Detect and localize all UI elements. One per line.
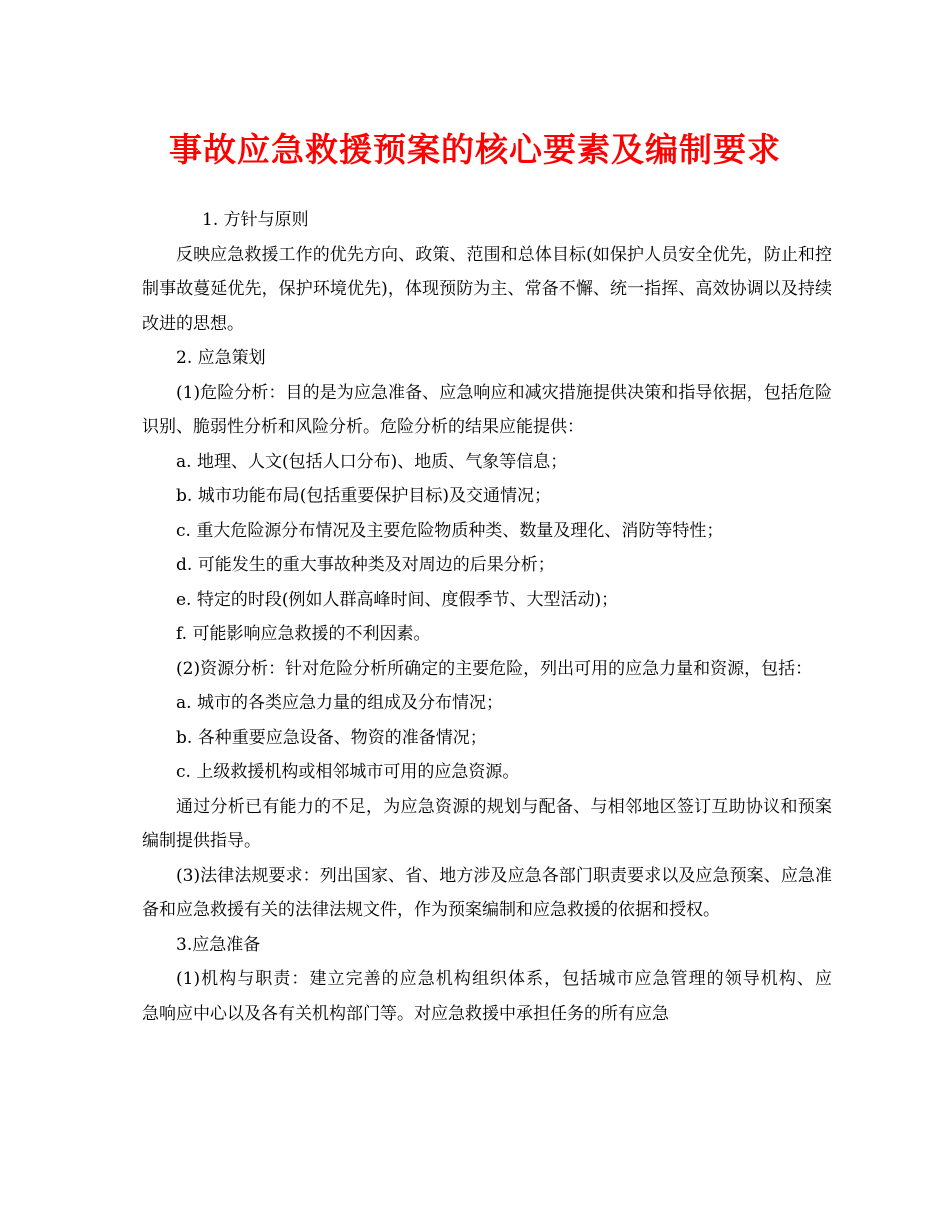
list-item: c. 上级救援机构或相邻城市可用的应急资源。 [176,762,520,782]
paragraph: (1)机构与职责：建立完善的应急机构组织体系，包括城市应急管理的领导机构、应 急响应中心以及各有关机构部门等。对应急救援中承担任务的所有应急 [142,969,866,1024]
paragraph: (1)危险分析：目的是为应急准备、应急响应和减灾措施提供决策和指导依据，包括危险识别、脆弱性分析和风险分析。危险分析的结果应能提供： [142,382,832,437]
paragraph: 反映应急救援工作的优先方向、政策、范围和总体目标(如保护人员安全优先，防止和控制事故蔓延优先，保护环境优先)，体现预防为主、常备不懈、统一指挥、高效协调以及持续改进的思想。 [142,244,832,334]
document-body [142,203,866,1031]
list-item: c. 重大危险源分布情况及主要危险物质种类、数量及理化、消防等特性； [176,520,724,541]
section-heading: 1. 方针与原则 [202,210,309,230]
paragraph: (3)法律法规要求：列出国家、省、地方涉及应急各部门职责要求以及应急预案、应急准备和应急救援有关的法律法规文件，作为预案编制和应急救援的依据和授权。 [142,865,832,920]
paragraph: 通过分析已有能力的不足，为应急资源的规划与配备、与相邻地区签订互助协议和预案编制提供指导。 [142,796,832,851]
list-item: b. 城市功能布局(包括重要保护目标)及交通情况； [176,486,551,506]
list-item: f. 可能影响应急救援的不利因素。 [176,624,431,644]
list-item: d. 可能发生的重大事故种类及对周边的后果分析； [176,555,555,575]
list-item: e. 特定的时段(例如人群高峰时间、度假季节、大型活动)； [176,589,619,610]
section-heading: 2. 应急策划 [176,348,266,368]
list-item: b. 各种重要应急设备、物资的准备情况； [176,727,487,748]
paragraph: (2)资源分析：针对危险分析所确定的主要危险，列出可用的应急力量和资源，包括： [176,658,813,679]
section-heading: 3.应急准备 [176,934,261,955]
list-item: a. 城市的各类应急力量的组成及分布情况； [176,693,503,713]
list-item: a. 地理、人文(包括人口分布)、地质、气象等信息； [176,451,568,472]
document-title: 事故应急救援预案的核心要素及编制要求 [169,130,781,169]
